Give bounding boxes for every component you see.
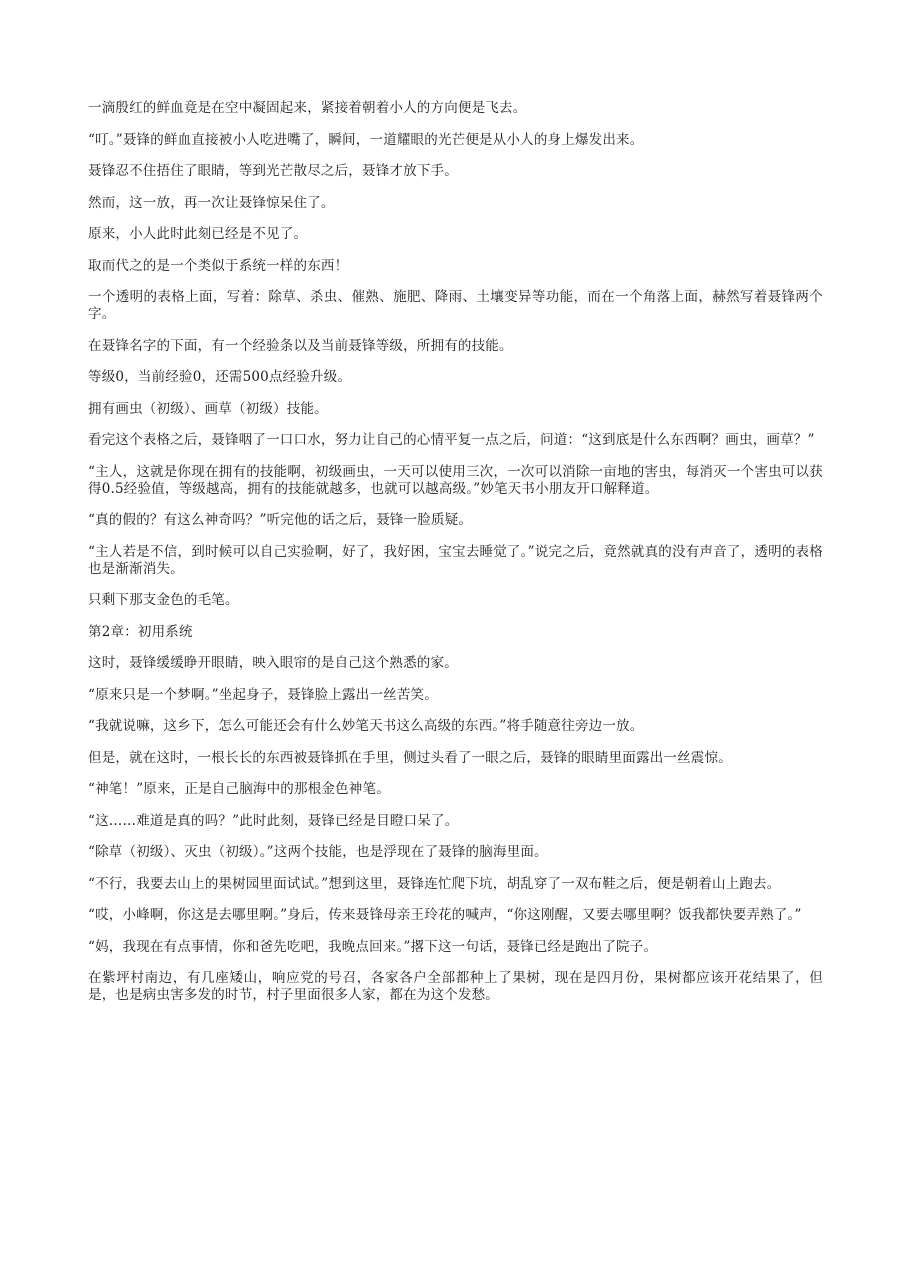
paragraph: “不行，我要去山上的果树园里面试试。”想到这里，聂锋连忙爬下坑，胡乱穿了一双布鞋之后，便是朝着山上跑去。: [88, 875, 781, 892]
paragraph: “这……难道是真的吗？”此时此刻，聂锋已经是目瞪口呆了。: [88, 812, 459, 829]
paragraph: “真的假的？有这么神奇吗？”听完他的话之后，聂锋一脸质疑。: [88, 512, 473, 528]
paragraph: 只剩下那支金色的毛笔。: [88, 592, 239, 608]
paragraph: “除草（初级）、灭虫（初级）。”这两个技能，也是浮现在了聂锋的脑海里面。: [88, 844, 548, 860]
paragraph: 聂锋忍不住捂住了眼睛，等到光芒散尽之后，聂锋才放下手。: [88, 163, 458, 179]
paragraph: “原来只是一个梦啊。”坐起身子，聂锋脸上露出一丝苦笑。: [88, 686, 438, 703]
paragraph: 一个透明的表格上面，写着：除草、杀虫、催熟、施肥、降雨、土壤变异等功能，而在一个角落上面，赫然写着聂锋两个字。: [88, 289, 823, 322]
paragraph: 但是，就在这时，一根长长的东西被聂锋抓在手里，侧过头看了一眼之后，聂锋的眼睛里面露出一丝震惊。: [88, 749, 732, 766]
paragraph: “我就说嘛，这乡下，怎么可能还会有什么妙笔天书这么高级的东西。”将手随意往旁边一放。: [88, 718, 644, 734]
paragraph: 看完这个表格之后，聂锋咽了一口口水，努力让自己的心情平复一点之后，问道：“这到底是什么东西啊？画虫，画草？”: [88, 432, 815, 448]
document-page: [88, 100, 823, 1019]
paragraph: 等级0，当前经验0，还需500点经验升级。: [88, 369, 352, 385]
paragraph: 取而代之的是一个类似于系统一样的东西！: [88, 257, 349, 274]
paragraph: 在紫坪村南边，有几座矮山，响应党的号召，各家各户全部都种上了果树，现在是四月份，果树都应该开花结果了，但是，也是病虫害多发的时节，村子里面很多人家，都在为这个发愁。: [88, 970, 823, 1003]
paragraph: 拥有画虫（初级）、画草（初级）技能。: [88, 400, 328, 417]
paragraph: 这时，聂锋缓缓睁开眼睛，映入眼帘的是自己这个熟悉的家。: [88, 655, 458, 671]
paragraph: 然而，这一放，再一次让聂锋惊呆住了。: [88, 194, 335, 211]
paragraph: “妈，我现在有点事情，你和爸先吃吧，我晚点回来。”撂下这一句话，聂锋已经是跑出了院子。: [88, 938, 658, 955]
paragraph: “主人若是不信，到时候可以自己实验啊，好了，我好困，宝宝去睡觉了。”说完之后，竟然就真的没有声音了，透明的表格也是渐渐消失。: [88, 543, 823, 577]
paragraph: “主人，这就是你现在拥有的技能啊，初级画虫，一天可以使用三次，一次可以消除一亩地的害虫，每消灭一个害虫可以获得0.5经验值，等级越高，拥有的技能就越多，也就可以越高级。”妙笔天书小朋友开口解释道。: [88, 463, 823, 497]
paragraph: “神笔！”原来，正是自己脑海中的那根金色神笔。: [88, 781, 390, 797]
paragraph: “哎，小峰啊，你这是去哪里啊。”身后，传来聂锋母亲王玲花的喊声，“你这刚醒，又要去哪里啊？饭我都快要弄熟了。”: [88, 907, 802, 923]
paragraph: 一滴殷红的鲜血竟是在空中凝固起来，紧接着朝着小人的方向便是飞去。: [88, 100, 527, 116]
paragraph: 在聂锋名字的下面，有一个经验条以及当前聂锋等级，所拥有的技能。: [88, 337, 513, 354]
paragraph: 原来，小人此时此刻已经是不见了。: [88, 226, 308, 242]
paragraph: “叮。”聂锋的鲜血直接被小人吃进嘴了，瞬间，一道耀眼的光芒便是从小人的身上爆发出来。: [88, 131, 644, 148]
chapter-heading: 第2章：初用系统: [88, 623, 193, 640]
